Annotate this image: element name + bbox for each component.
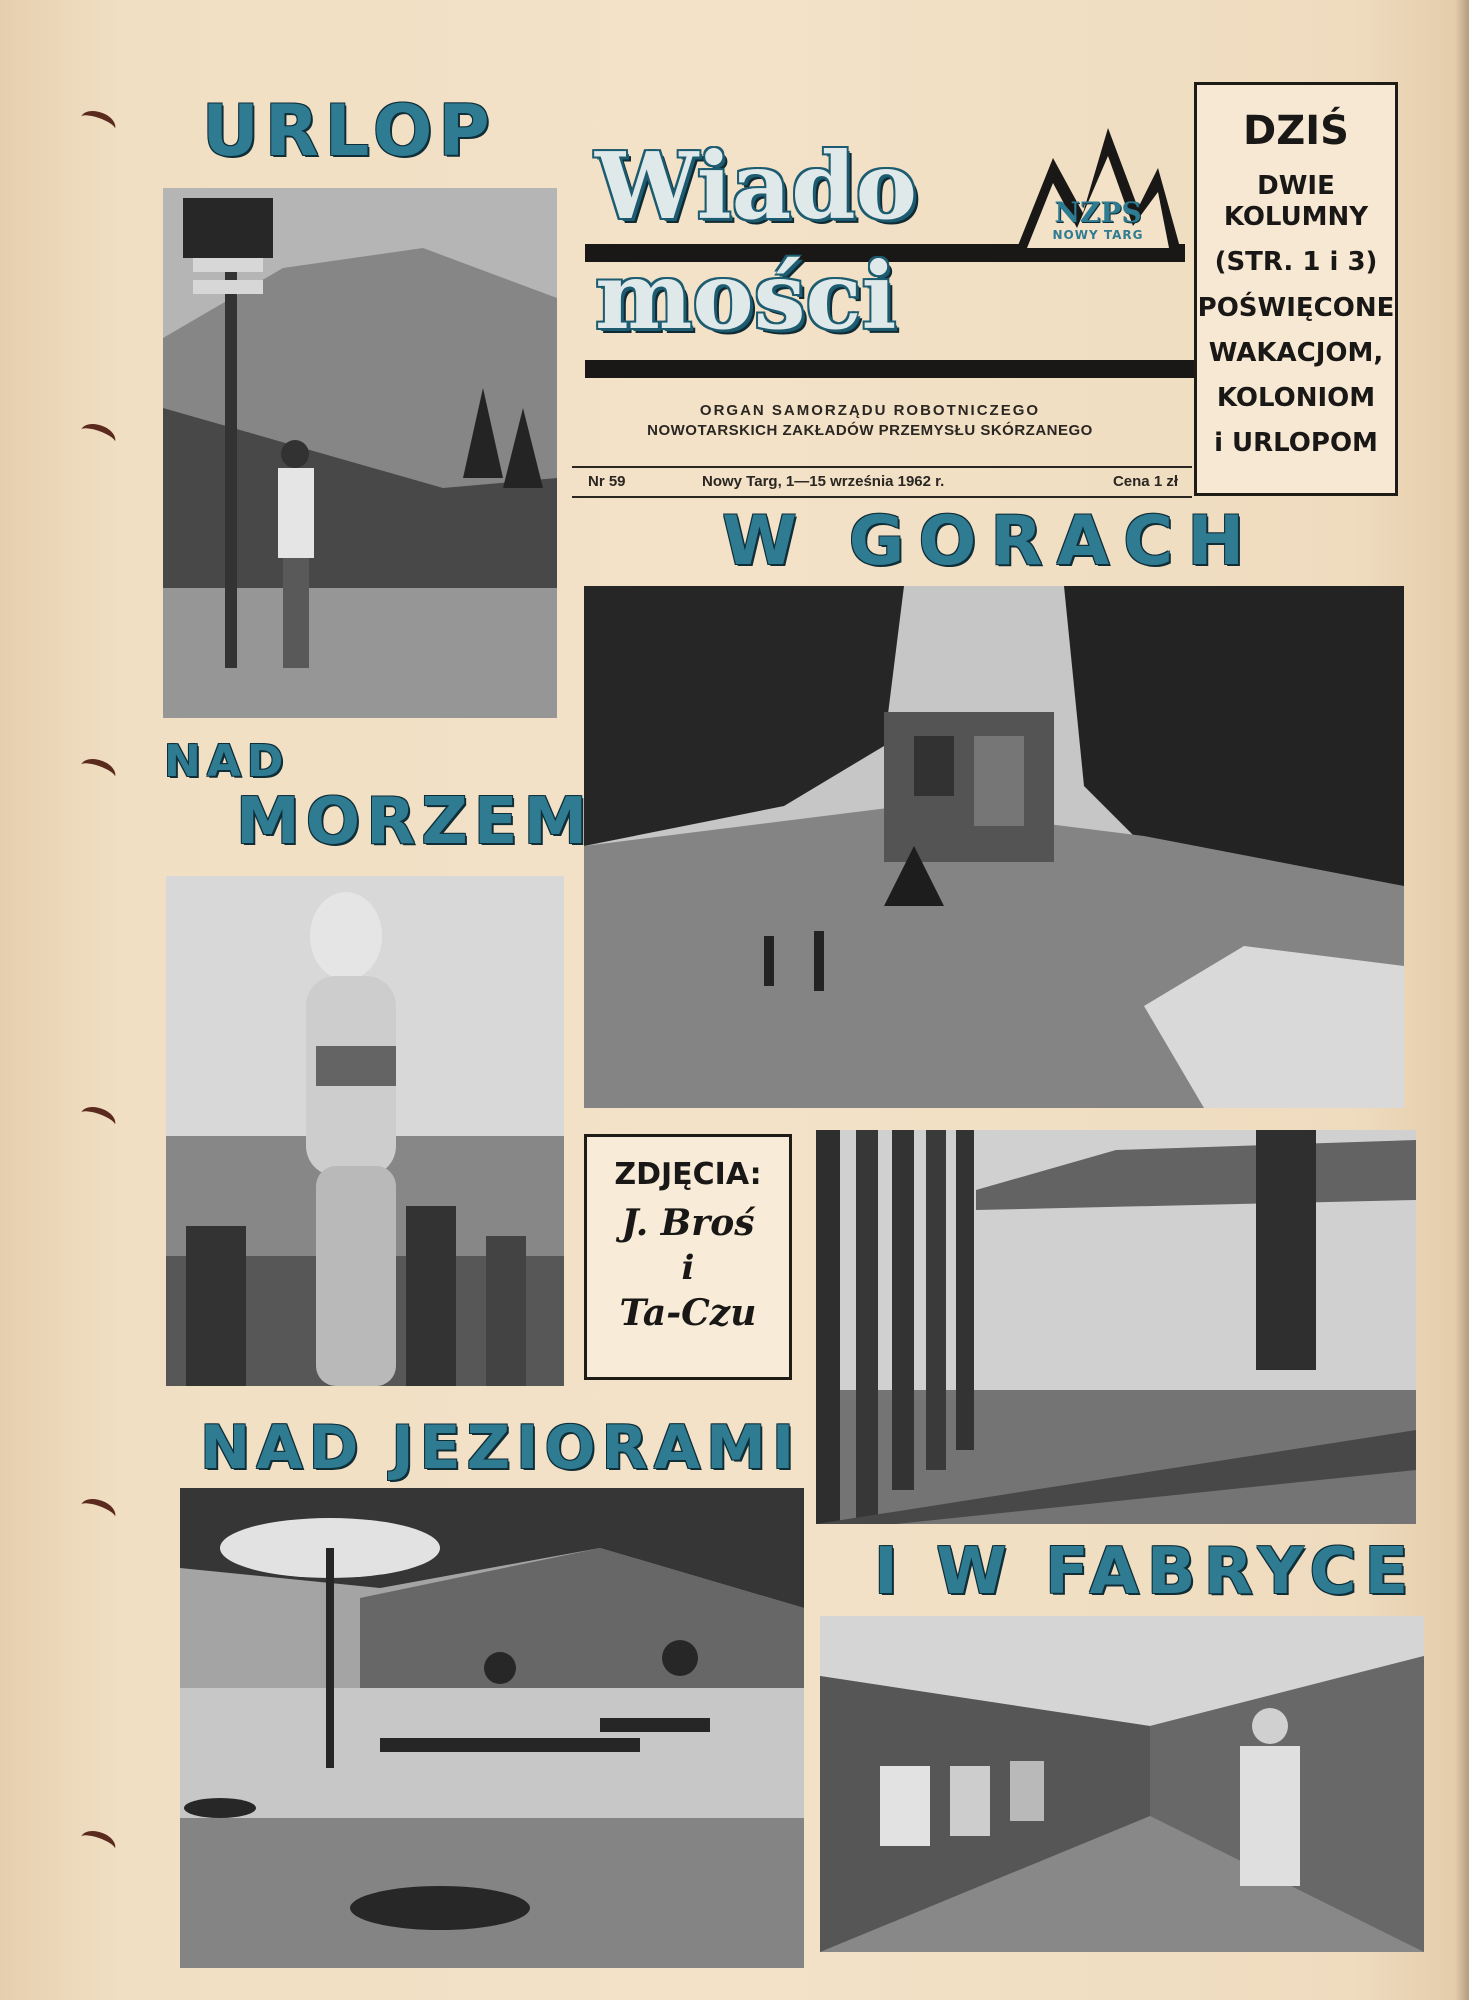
issue-number: Nr 59 [588, 473, 626, 490]
masthead-title-line2: mości [595, 242, 897, 350]
credit-name-1: J. Broś [621, 1202, 755, 1244]
photo-credit-box [584, 1134, 792, 1380]
mountain-hiker-illustration [163, 188, 557, 718]
masthead [585, 132, 1195, 390]
lakeside-cafe-illustration [180, 1488, 804, 1968]
notice-heading: DZIŚ [1243, 108, 1349, 154]
issue-price: Cena 1 zł [1112, 473, 1178, 490]
notice-box [1194, 82, 1398, 496]
logo-sub-text: NOWY TARG [1052, 228, 1144, 242]
notice-line: (STR. 1 i 3) [1214, 247, 1378, 278]
photo-lakeside-cafe [180, 1488, 804, 1968]
headline-w-gorach: W GORACH [722, 502, 1259, 581]
notice-line: KOLONIOM [1216, 382, 1376, 413]
photo-lake-pillars [816, 1130, 1416, 1524]
headline-i-w-fabryce: I W FABRYCE [874, 1535, 1417, 1609]
headline-urlop: URLOP [202, 90, 496, 172]
factory-floor-illustration [820, 1616, 1424, 1952]
notice-line: i URLOPOM [1214, 428, 1378, 459]
credit-label: ZDJĘCIA: [614, 1157, 762, 1192]
notice-line: DWIE KOLUMNY [1223, 171, 1369, 233]
org-line-1: ORGAN SAMORZĄDU ROBOTNICZEGO [699, 402, 1041, 419]
mountain-lodge-illustration [584, 586, 1404, 1108]
photo-seaside-woman [166, 876, 564, 1386]
masthead-title-line1: Wiado [595, 132, 917, 240]
notice-line: POŚWIĘCONE [1197, 292, 1395, 323]
masthead-rule [585, 360, 1195, 378]
photo-mountain-lodge [584, 586, 1404, 1108]
credit-name-2: Ta-Czu [619, 1292, 757, 1334]
issue-info-row [572, 466, 1192, 498]
headline-nad-jeziorami: NAD JEZIORAMI [200, 1413, 801, 1483]
page-edge-shadow [1455, 0, 1469, 2000]
notice-line: WAKACJOM, [1208, 337, 1384, 368]
photo-factory-floor [820, 1616, 1424, 1952]
headline-nad: NAD [164, 736, 290, 787]
seaside-woman-illustration [166, 876, 564, 1386]
lake-pillars-illustration [816, 1130, 1416, 1524]
logo-main-text: NZPS [1054, 196, 1142, 229]
nzps-logo [1013, 128, 1183, 268]
issue-place-date: Nowy Targ, 1—15 września 1962 r. [702, 473, 945, 490]
headline-morzem: MORZEM [236, 785, 594, 859]
credit-conjunction: i [681, 1248, 695, 1288]
org-line-2: NOWOTARSKICH ZAKŁADÓW PRZEMYSŁU SKÓRZANEGO [647, 422, 1093, 439]
photo-mountain-hiker [163, 188, 557, 718]
